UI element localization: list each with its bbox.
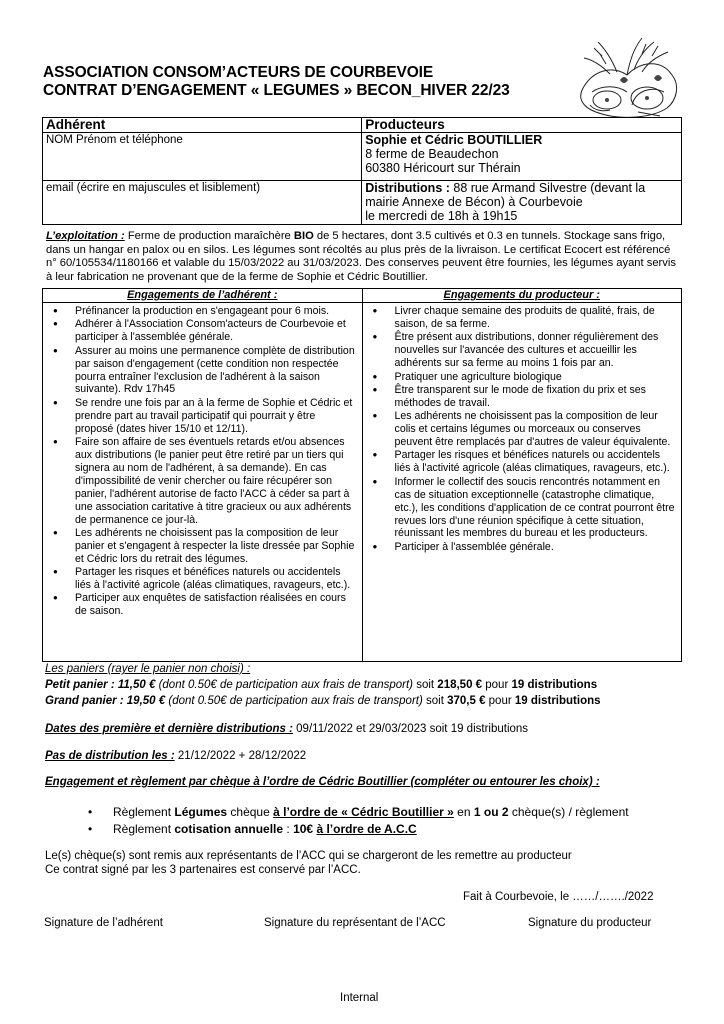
grand-panier-dist: 19 distributions (514, 695, 601, 707)
nom-field[interactable] (43, 133, 362, 181)
engagement-item: ● Les adhérents ne choisissent pas la composition de leur colis et certains légumes ou morceaux ou conserves peuvent être remplacés par d'autres de valeur équivalente. (369, 410, 675, 449)
vegetables-illustration-icon (572, 30, 684, 125)
reglement-heading: Engagement et règlement par chèque à l’ordre de Cédric Boutillier (compléter ou entourer les choix) : (45, 776, 600, 788)
parties-table (42, 117, 682, 225)
engagement-item: ● Informer le collectif des soucis rencontrés notamment en cas de situation exceptionnelle (catastrophe climatique, etc.), les conditions d'application de ce contrat pourront être revues lors d'une réunion spécifique à cette situation, réunissant les membres du bureau et les producteurs. (369, 476, 675, 541)
petit-panier-note: (dont 0.50€ de participation aux frais de transport) (155, 679, 413, 691)
distributions-text1: 88 rue Armand Silvestre (devant la (449, 181, 646, 195)
reglement-cotisation-c: : (283, 822, 294, 836)
reglement-legumes-e: en (453, 805, 474, 819)
producer-name: Sophie et Cédric BOUTILLIER (365, 133, 543, 147)
petit-panier-label: Petit panier : 11,50 € (45, 679, 156, 691)
adherent-header: Adhérent (43, 118, 362, 133)
producteur-engagements-cell (362, 303, 681, 662)
grand-panier-total: 370,5 € (447, 695, 486, 707)
producer-address2: 60380 Héricourt sur Thérain (365, 161, 521, 175)
distributions-text2: mairie Annexe de Bécon) à Courbevoie (365, 195, 583, 209)
exploitation-label: L’exploitation : (46, 230, 125, 242)
footer-note1: Le(s) chèque(s) sont remis aux représentants de l’ACC qui se chargeront de les remettre au producteur (45, 850, 572, 862)
signature-adherent[interactable]: Signature de l’adhérent (44, 917, 163, 929)
association-title: ASSOCIATION CONSOM’ACTEURS DE COURBEVOIE (43, 64, 434, 81)
pas-distribution-label: Pas de distribution les : (45, 750, 175, 762)
exploitation-text-b: de 5 hectares, dont 3.5 cultivés et 0.3 en tunnels. Stockage sans frigo, dans un hangar en palox ou en silos. Les légumes sont récoltés au plus près de la livraison. Le certificat Ecocert est référencé n° 60/105534/1180166 et valable du 15/03/2022 au 31/03/2023. Des conserves peuvent être fournies, les légumes ayant servis à leur fabrication ne provenant que de la ferme de Sophie et Cédric Boutillier. (46, 230, 676, 283)
producteurs-header: Producteurs (362, 118, 682, 133)
signature-producteur[interactable]: Signature du producteur (528, 917, 652, 929)
adherent-engagements-header: Engagements de l’adhérent : (43, 289, 363, 303)
petit-panier-soit: soit (413, 679, 438, 691)
petit-panier-total: 218,50 € (437, 679, 483, 691)
reglement-cotisation-a: Règlement (113, 822, 175, 836)
engagement-item: ● Être présent aux distributions, donner régulièrement des nouvelles sur l'avancée des cultures et accueillir les adhérents sur sa ferme au moins 1 fois par an. (369, 331, 675, 370)
engagement-item: ● Assurer au moins une permanence complète de distribution par saison d'engagement (cette condition non respectée pourra entraîner l'exclusion de l'adhérent à la saison suivante). Rdv 17h45 (49, 345, 356, 397)
cheque-count-choice[interactable]: 1 ou 2 (473, 805, 509, 819)
pas-distribution-line (45, 750, 306, 762)
bullet-icon: • (88, 822, 93, 836)
petit-panier-line[interactable] (45, 679, 597, 691)
engagement-item: ● Participer à l'assemblée générale. (369, 541, 675, 554)
engagement-item: ● Pratiquer une agriculture biologique (369, 371, 675, 384)
dates-label: Dates des première et dernière distributions : (45, 723, 293, 735)
reglement-legumes-a: Règlement (113, 805, 175, 819)
producteur-engagements-header: Engagements du producteur : (362, 289, 681, 303)
reglement-legumes-b: Légumes (174, 805, 228, 819)
producer-info (362, 133, 682, 181)
adherent-engagements-cell (43, 303, 363, 662)
engagement-item: ● Se rendre une fois par an à la ferme de Sophie et Cédric et prendre part au travail participatif qui pourrait y être proposé (dates hiver 15/10 et 12/11). (49, 397, 356, 436)
engagement-item: ● Être transparent sur le mode de fixation du prix et ses méthodes de travail. (369, 384, 675, 410)
email-field[interactable] (43, 181, 362, 225)
reglement-cotisation-ordre: à l’ordre de A.C.C (316, 822, 417, 836)
distributions-text3: le mercredi de 18h à 19h15 (365, 209, 518, 223)
engagement-item: ● Préfinancer la production en s'engageant pour 6 mois. (49, 305, 356, 318)
internal-label: Internal (340, 992, 379, 1004)
reglement-legumes-ordre: à l’ordre de « Cédric Boutillier » (273, 805, 454, 819)
reglement-legumes-c: chèque (227, 805, 274, 819)
distributions-info (362, 181, 682, 225)
cotisation-amount: 10€ (293, 822, 314, 836)
pas-distribution-value: 21/12/2022 + 28/12/2022 (174, 750, 307, 762)
grand-panier-soit: soit (422, 695, 448, 707)
distributions-label: Distributions : (365, 181, 450, 195)
producteur-engagements-list (363, 303, 681, 554)
petit-panier-pour: pour (482, 679, 512, 691)
paniers-heading: Les paniers (rayer le panier non choisi) : (45, 663, 251, 675)
dates-value: 09/11/2022 et 29/03/2023 soit 19 distributions (292, 723, 529, 735)
dates-line (45, 723, 528, 735)
engagement-item: ● Partager les risques et bénéfices naturels ou accidentels liés à l'activité agricole (aléas climatiques, ravageurs, etc.). (369, 449, 675, 475)
footer-note2: Ce contrat signé par les 3 partenaires est conservé par l’ACC. (45, 864, 361, 876)
grand-panier-line[interactable] (45, 695, 601, 707)
bullet-icon: • (88, 805, 93, 819)
engagement-item: ● Les adhérents ne choisissent pas la composition de leur panier et s'engagent à respecter la liste dressée par Sophie et Cédric lors du retrait des légumes. (49, 527, 356, 566)
grand-panier-note: (dont 0.50€ de participation aux frais de transport) (165, 695, 423, 707)
engagement-item: ● Partager les risques et bénéfices naturels ou accidentels liés à l'activité agricole (aléas climatiques, ravageurs, etc.). (49, 566, 356, 592)
petit-panier-dist: 19 distributions (511, 679, 598, 691)
contract-title: CONTRAT D’ENGAGEMENT « LEGUMES » BECON_HIVER 22/23 (43, 82, 510, 99)
exploitation-text-a: Ferme de production maraîchère (124, 230, 294, 242)
engagements-table (42, 288, 682, 662)
adherent-engagements-list (43, 303, 362, 618)
fait-a-line[interactable]: Fait à Courbevoie, le ……/……./2022 (463, 891, 654, 903)
email-label: email (écrire en majuscules et lisiblement) (46, 182, 261, 194)
signature-acc[interactable]: Signature du représentant de l’ACC (264, 917, 446, 929)
grand-panier-label: Grand panier : 19,50 € (45, 695, 166, 707)
nom-label: NOM Prénom et téléphone (46, 134, 183, 146)
engagement-item: ● Faire son affaire de ses éventuels retards et/ou absences aux distributions (le panier peut être retiré par un tiers qui signera au nom de l'adhérent, à sa demande). En cas d'impossibilité de venir chercher ou faire récupérer son panier, l'adhérent autorise de facto l'ACC à céder sa part à une association caritative à titre gracieux ou aux adhérents de permanence ce jour-là. (49, 436, 356, 526)
reglement-cotisation-b: cotisation annuelle (174, 822, 284, 836)
producer-address1: 8 ferme de Beaudechon (365, 147, 499, 161)
engagement-item: ● Adhérer à l'Association Consom'acteurs de Courbevoie et participer à l'assemblée générale. (49, 318, 356, 344)
exploitation-paragraph (46, 230, 680, 284)
bio-label: BIO (293, 230, 314, 242)
engagement-item: ● Participer aux enquêtes de satisfaction réalisées en cours de saison. (49, 592, 356, 618)
grand-panier-pour: pour (485, 695, 515, 707)
engagement-item: ● Livrer chaque semaine des produits de qualité, frais, de saison, de sa ferme. (369, 305, 675, 331)
reglement-legumes-g: chèque(s) / règlement (508, 805, 629, 819)
